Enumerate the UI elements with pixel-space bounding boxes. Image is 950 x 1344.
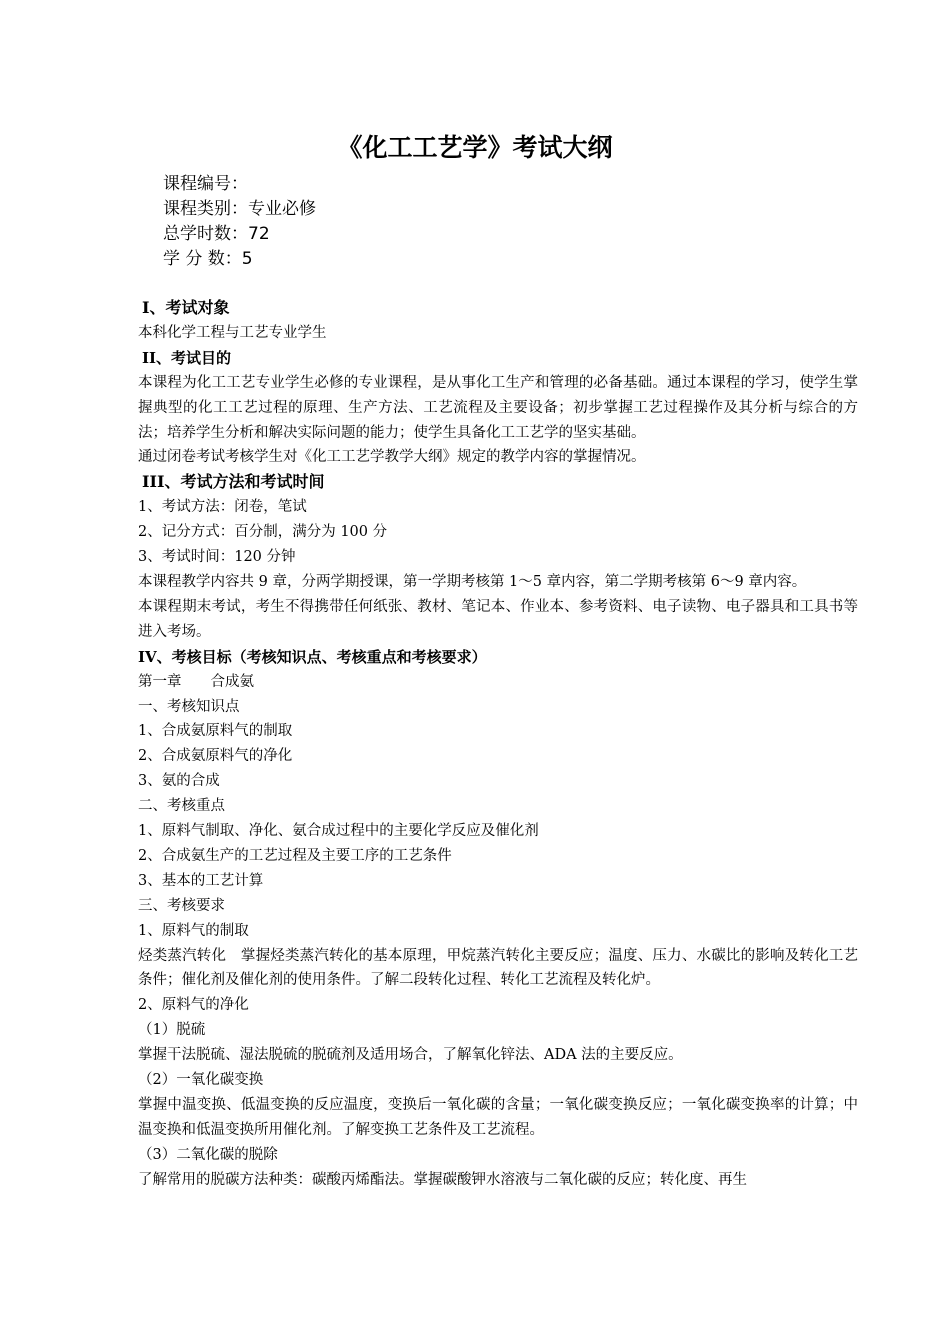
key-focus-1: 1、原料气制取、净化、氨合成过程中的主要化学反应及催化剂 — [138, 823, 539, 840]
knowledge-points-heading: 一、考核知识点 — [138, 698, 240, 715]
scoring-method: 2、记分方式：百分制，满分为 100 分 — [138, 524, 388, 541]
section-3-paragraph-1: 本课程教学内容共 9 章，分两学期授课，第一学期考核第 1～5 章内容，第二学期考核第 6～9 章内容。 — [138, 573, 807, 590]
exam-method: 1、考试方法：闭卷，笔试 — [138, 499, 307, 516]
requirement-2c: （3）二氧化碳的脱除 — [138, 1146, 278, 1163]
section-heading-4: IV、考核目标（考核知识点、考核重点和考核要求） — [138, 647, 487, 666]
total-hours: 总学时数：72 — [163, 224, 270, 244]
requirement-2b: （2）一氧化碳变换 — [138, 1072, 264, 1089]
requirement-2a: （1）脱硫 — [138, 1022, 206, 1039]
credits: 学 分 数：5 — [163, 249, 253, 269]
knowledge-point-2: 2、合成氨原料气的净化 — [138, 748, 293, 765]
knowledge-point-3: 3、氨的合成 — [138, 773, 220, 790]
document-title: 《化工工艺学》考试大纲 — [337, 133, 613, 162]
section-2-paragraph-2: 通过闭卷考试考核学生对《化工工艺学教学大纲》规定的教学内容的掌握情况。 — [138, 449, 646, 466]
course-meta — [163, 172, 316, 272]
requirements-heading: 三、考核要求 — [138, 897, 225, 914]
section-3-paragraph-2: 本课程期末考试，考生不得携带任何纸张、教材、笔记本、作业本、参考资料、电子读物、电子器具和工具书等进入考场。 — [138, 598, 858, 640]
course-code: 课程编号： — [163, 174, 248, 194]
knowledge-point-1: 1、合成氨原料气的制取 — [138, 723, 293, 740]
key-focus-2: 2、合成氨生产的工艺过程及主要工序的工艺条件 — [138, 847, 452, 864]
section-2-paragraph-1: 本课程为化工工艺专业学生必修的专业课程，是从事化工生产和管理的必备基础。通过本课程的学习，使学生掌握典型的化工工艺过程的原理、生产方法、工艺流程及主要设备；初步掌握工艺过程操作及其分析与综合的方法；培养学生分析和解决实际问题的能力；使学生具备化工工艺学的坚实基础。 — [138, 374, 858, 441]
document-body — [138, 296, 858, 1193]
requirement-1: 1、原料气的制取 — [138, 922, 249, 939]
section-heading-3: III、考试方法和考试时间 — [142, 472, 325, 492]
requirement-2a-paragraph: 掌握干法脱硫、湿法脱硫的脱硫剂及适用场合，了解氧化锌法、ADA 法的主要反应。 — [138, 1047, 683, 1064]
exam-duration: 3、考试时间：120 分钟 — [138, 549, 296, 566]
requirement-1-paragraph: 烃类蒸汽转化 掌握烃类蒸汽转化的基本原理，甲烷蒸汽转化主要反应；温度、压力、水碳比的影响及转化工艺条件；催化剂及催化剂的使用条件。了解二段转化过程、转化工艺流程及转化炉。 — [138, 947, 858, 989]
section-1-text: 本科化学工程与工艺专业学生 — [138, 324, 327, 341]
key-focus-3: 3、基本的工艺计算 — [138, 872, 264, 889]
section-heading-1: I、考试对象 — [142, 298, 230, 317]
requirement-2: 2、原料气的净化 — [138, 997, 249, 1014]
section-heading-2: II、考试目的 — [142, 348, 232, 367]
chapter-1-title: 第一章 合成氨 — [138, 673, 254, 690]
key-focus-heading: 二、考核重点 — [138, 798, 225, 815]
course-type: 课程类别：专业必修 — [163, 199, 316, 219]
requirement-2c-paragraph: 了解常用的脱碳方法种类：碳酸丙烯酯法。掌握碳酸钾水溶液与二氧化碳的反应；转化度、再生 — [138, 1171, 747, 1188]
requirement-2b-paragraph: 掌握中温变换、低温变换的反应温度，变换后一氧化碳的含量；一氧化碳变换反应；一氧化碳变换率的计算；中温变换和低温变换所用催化剂。了解变换工艺条件及工艺流程。 — [138, 1097, 858, 1138]
